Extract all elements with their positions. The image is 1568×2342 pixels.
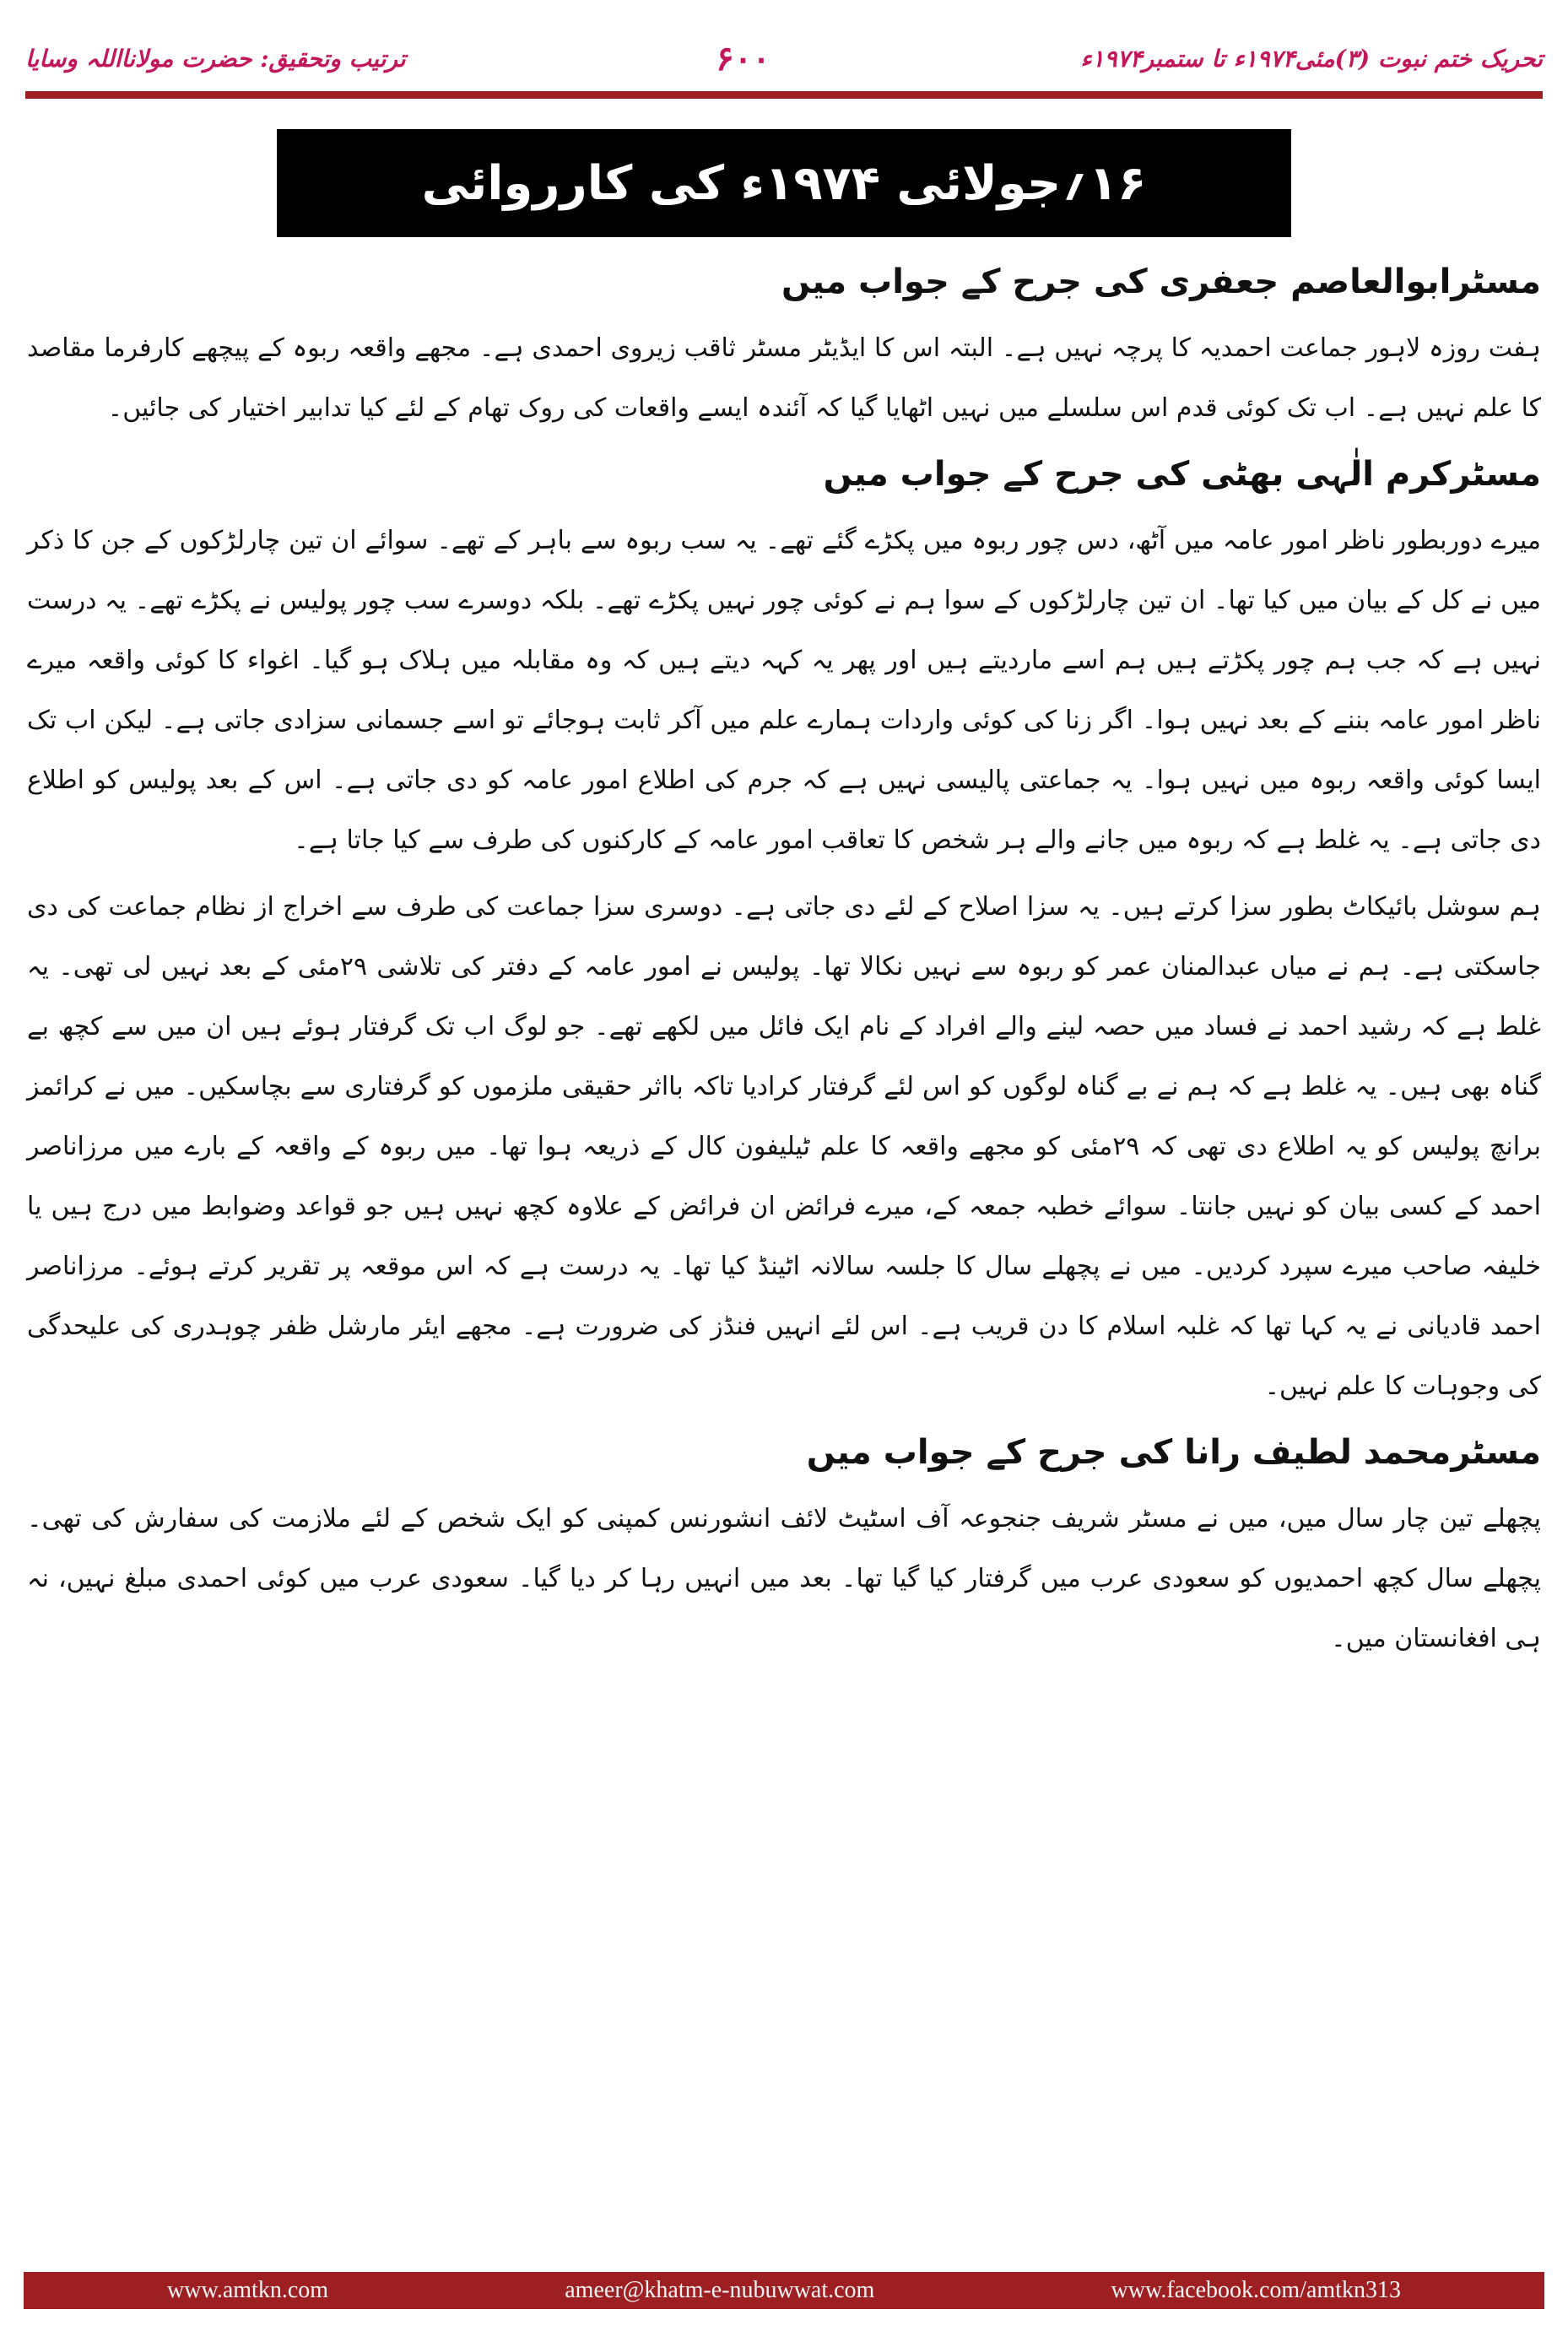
paragraph: ہم سوشل بائیکاٹ بطور سزا کرتے ہیں۔ یہ سزا اصلاح کے لئے دی جاتی ہے۔ دوسری سزا جماعت کی طرف سے اخراج از نظام جماعت کی دی جاسکتی ہے۔ ہم نے میاں عبدالمنان عمر کو ربوہ سے نہیں نکالا تھا۔ پولیس نے امور عامہ کے دفتر کی تلاشی ۲۹مئی کے بعد نہیں لی تھی۔ یہ غلط ہے کہ رشید احمد نے فساد میں حصہ لینے والے افراد کے نام ایک فائل میں لکھے تھے۔ جو لوگ اب تک گرفتار ہوئے ہیں ان میں سے کچھ بے گناہ بھی ہیں۔ یہ غلط ہے کہ ہم نے بے گناہ لوگوں کو اس لئے گرفتار کرادیا تاکہ بااثر حقیقی ملزموں کو گرفتاری سے بچاسکیں۔ میں نے کرائمز برانچ پولیس کو یہ اطلاع دی تھی کہ ۲۹مئی کو مجھے واقعہ کا علم ٹیلیفون کال کے ذریعہ ہوا تھا۔ میں ربوہ کے واقعہ کے بارے میں مرزاناصر احمد کے کسی بیان کو نہیں جانتا۔ سوائے خطبہ جمعہ کے، میرے فرائض ان فرائض کے علاوہ کچھ نہیں ہیں جو قواعد وضوابط میں درج ہیں یا خلیفہ صاحب میرے سپرد کردیں۔ میں نے پچھلے سال کا جلسہ سالانہ اٹینڈ کیا تھا۔ یہ درست ہے کہ اس موقعہ پر تقریر کرتے ہوئے۔ مرزاناصر احمد قادیانی نے یہ کہا تھا کہ غلبہ اسلام کا دن قریب ہے۔ اس لئے انہیں فنڈز کی ضرورت ہے۔ مجھے ایئر مارشل ظفر چوہدری کی علیحدگی کی وجوہات کا علم نہیں۔ (27, 892, 1541, 1401)
section-heading: مسٹرکرم الٰہی بھٹی کی جرح کے جواب میں (823, 455, 1541, 494)
paragraph: پچھلے تین چار سال میں، میں نے مسٹر شریف جنجوعہ آف اسٹیٹ لائف انشورنس کمپنی کو ایک شخص کے لئے ملازمت کی سفارش کی تھی۔ پچھلے سال کچھ احمدیوں کو سعودی عرب میں گرفتار کیا گیا تھا۔ بعد میں انہیں رہا کر دیا گیا۔ سعودی عرب میں کوئی احمدی مبلغ نہیں، نہ ہی افغانستان میں۔ (27, 1504, 1541, 1653)
chapter-title: ۱۶؍جولائی ۱۹۷۴ء کی کارروائی (421, 155, 1147, 211)
page-footer (24, 2272, 1544, 2309)
page-header (25, 29, 1543, 88)
chapter-title-banner (277, 129, 1291, 237)
book-title: تحریک ختم نبوت (۳)مئی۱۹۷۴ء تا ستمبر۱۹۷۴ء (1080, 44, 1543, 73)
email-link[interactable]: ameer@khatm-e-nubuwwat.com (565, 2277, 875, 2303)
section-heading: مسٹرمحمد لطیف رانا کی جرح کے جواب میں (806, 1433, 1541, 1472)
compiler-credit: ترتیب وتحقیق: حضرت مولانااللہ وسایا (25, 44, 406, 73)
section-heading: مسٹرابوالعاصم جعفری کی جرح کے جواب میں (781, 262, 1541, 301)
paragraph: ہفت روزہ لاہور جماعت احمدیہ کا پرچہ نہیں ہے۔ البتہ اس کا ایڈیٹر مسٹر ثاقب زیروی احمدی ہے۔ مجھے واقعہ ربوہ کے پیچھے کارفرما مقاصد کا علم نہیں ہے۔ اب تک کوئی قدم اس سلسلے میں نہیں اٹھایا گیا کہ آئندہ ایسے واقعات کی روک تھام کے لئے کیا تدابیر اختیار کی جائیں۔ (27, 333, 1541, 423)
website-link[interactable]: www.amtkn.com (167, 2277, 329, 2303)
header-divider (25, 91, 1543, 99)
document-body (27, 257, 1541, 1669)
paragraph: میرے دوربطور ناظر امور عامہ میں آٹھ، دس چور ربوہ میں پکڑے گئے تھے۔ یہ سب ربوہ سے باہر کے تھے۔ سوائے ان تین چارلڑکوں کے جن کا ذکر میں نے کل کے بیان میں کیا تھا۔ ان تین چارلڑکوں کے سوا ہم نے کوئی چور نہیں پکڑے تھے۔ بلکہ دوسرے سب چور پولیس نے پکڑے تھے۔ یہ درست نہیں ہے کہ جب ہم چور پکڑتے ہیں ہم اسے ماردیتے ہیں اور پھر یہ کہہ دیتے ہیں کہ وہ مقابلہ میں ہلاک ہو گیا۔ اغواء کا کوئی واقعہ میرے ناظر امور عامہ بننے کے بعد نہیں ہوا۔ اگر زنا کی کوئی واردات ہمارے علم میں آکر ثابت ہوجائے تو اسے جسمانی سزادی جاتی ہے۔ لیکن اب تک ایسا کوئی واقعہ ربوہ میں نہیں ہوا۔ یہ جماعتی پالیسی نہیں ہے کہ جرم کی اطلاع امور عامہ کو دی جاتی ہے۔ اس کے بعد پولیس کو اطلاع دی جاتی ہے۔ یہ غلط ہے کہ ربوہ میں جانے والے ہر شخص کا تعاقب امور عامہ کے کارکنوں کی طرف سے کیا جاتا ہے۔ (27, 526, 1541, 855)
page-number: ۶۰۰ (716, 38, 770, 78)
facebook-link[interactable]: www.facebook.com/amtkn313 (1111, 2277, 1401, 2303)
